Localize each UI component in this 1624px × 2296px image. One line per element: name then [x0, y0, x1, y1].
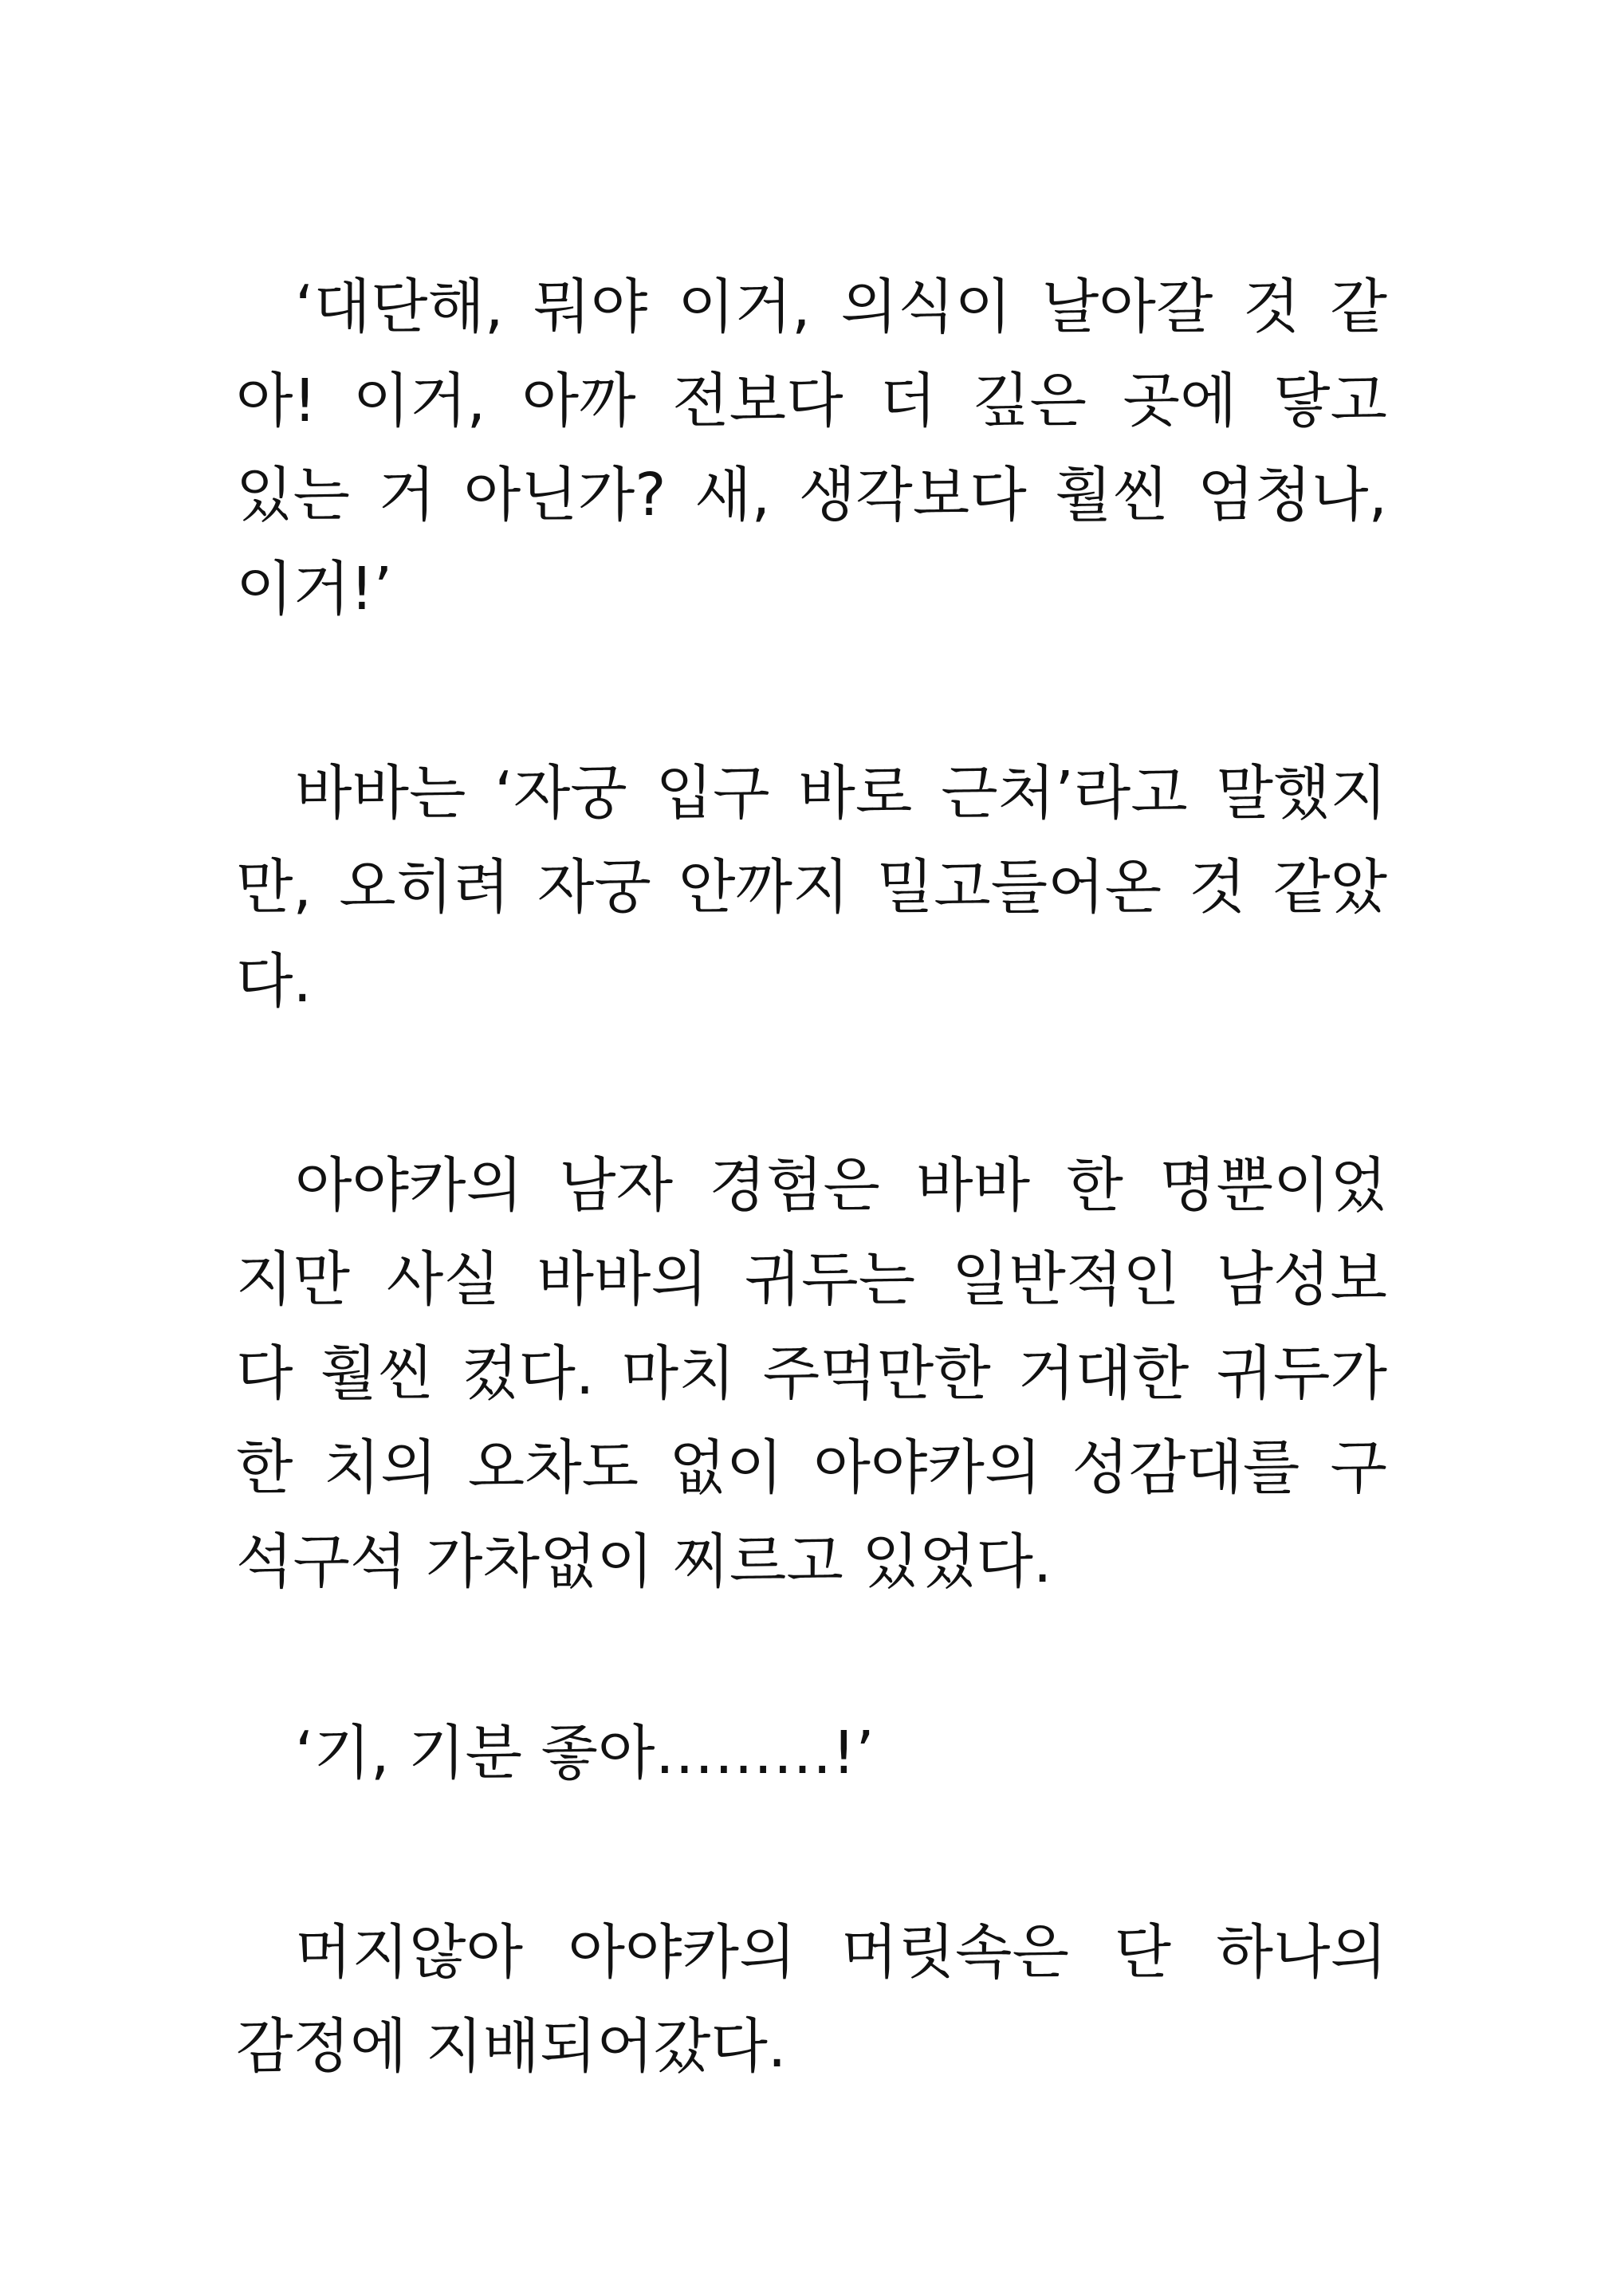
text-line: 만, 오히려 자궁 안까지 밀고들어온 것 같았 — [236, 853, 1387, 922]
text-line: 아! 이거, 아까 전보다 더 깊은 곳에 닿고 — [236, 367, 1387, 435]
text-line: 다 훨씬 컸다. 마치 주먹만한 거대한 귀두가 — [236, 1339, 1387, 1408]
text-line: ‘기, 기분 좋아………!’ — [295, 1719, 875, 1787]
text-line: 이거!’ — [236, 555, 393, 623]
paragraph-5 — [236, 1905, 1387, 2094]
text-line: 감정에 지배되어갔다. — [236, 2012, 787, 2081]
text-line: 석구석 가차없이 찌르고 있었다. — [236, 1527, 1052, 1596]
text-line: ‘대단해, 뭐야 이거, 의식이 날아갈 것 같 — [295, 273, 1387, 341]
text-line: 지만 사실 바바의 귀두는 일반적인 남성보 — [236, 1245, 1387, 1314]
text-line: 다. — [236, 947, 313, 1016]
paragraph-3 — [236, 1138, 1387, 1609]
paragraph-1 — [236, 260, 1387, 636]
text-line: 한 치의 오차도 없이 아야카의 성감대를 구 — [236, 1433, 1387, 1502]
paragraph-4 — [236, 1706, 1387, 1800]
text-line: 아야카의 남자 경험은 바바 한 명뿐이었 — [295, 1151, 1387, 1220]
text-line: 머지않아 아야카의 머릿속은 단 하나의 — [295, 1918, 1387, 1987]
text-line: 있는 거 아닌가? 새, 생각보다 훨씬 엄청나, — [236, 461, 1387, 529]
paragraph-2 — [236, 746, 1387, 1028]
text-line: 바바는 ‘자궁 입구 바로 근처’라고 말했지 — [295, 759, 1387, 828]
